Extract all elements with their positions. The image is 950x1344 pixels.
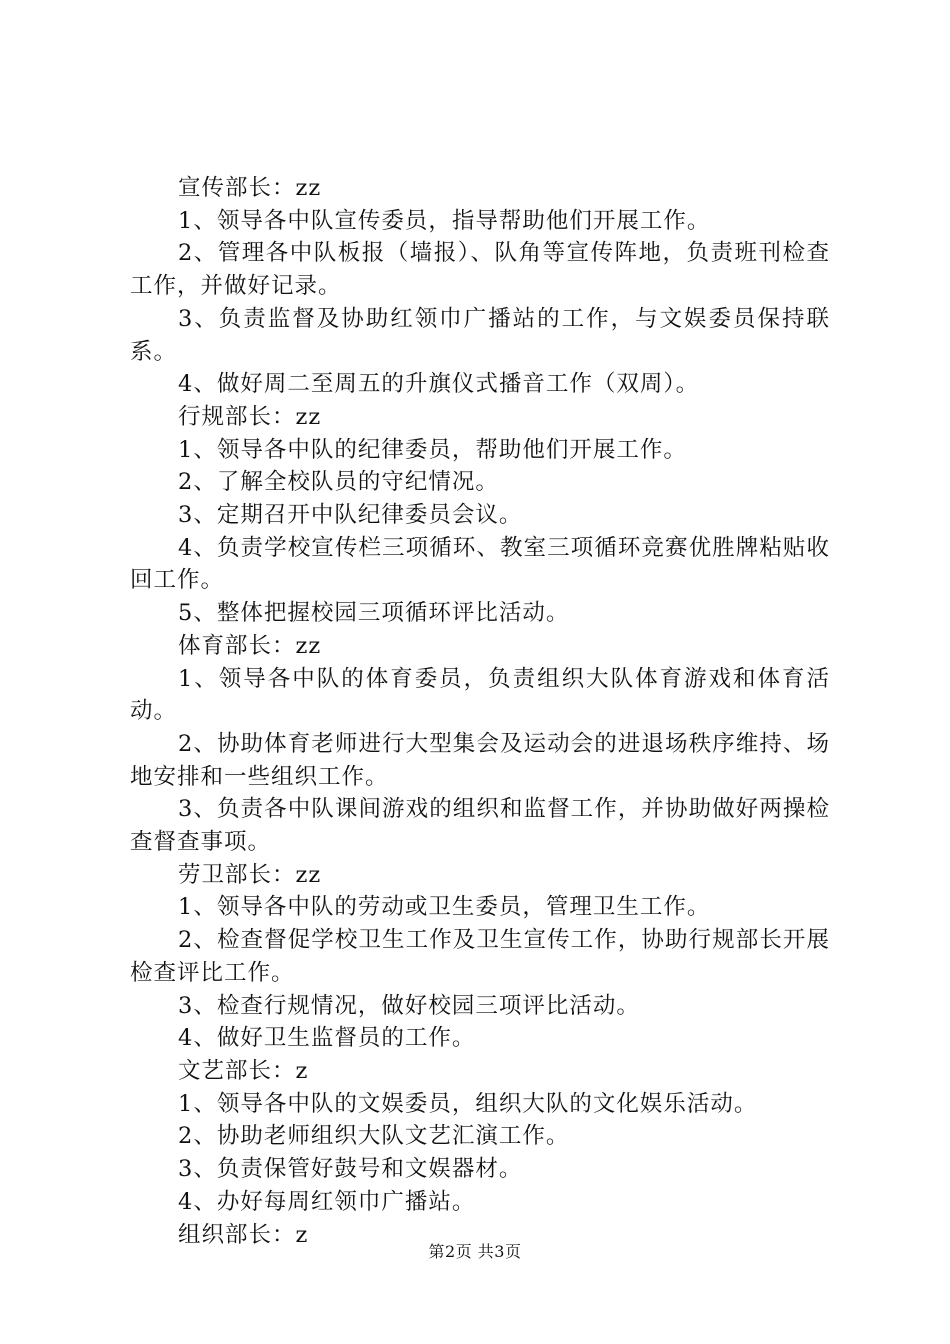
heading-discipline-minister: 行规部长：zz: [178, 403, 322, 430]
paragraph: 3、负责监督及协助红领巾广播站的工作，与文娱委员保持联系。: [130, 305, 830, 365]
page-footer: [0, 1242, 950, 1262]
paragraph: 3、负责保管好鼓号和文娱器材。: [178, 1156, 523, 1183]
paragraph: 2、协助体育老师进行大型集会及运动会的进退场秩序维持、场地安排和一些组织工作。: [130, 730, 830, 790]
paragraph: 3、定期召开中队纪律委员会议。: [178, 502, 523, 529]
paragraph: 2、管理各中队板报（墙报）、队角等宣传阵地，负责班刊检查工作，并做好记录。: [130, 240, 830, 300]
paragraph: 4、做好卫生监督员的工作。: [178, 1025, 476, 1052]
paragraph: 1、领导各中队的文娱委员，组织大队的文化娱乐活动。: [178, 1090, 758, 1117]
page-number: 第2页 共3页: [428, 1242, 522, 1261]
heading-propaganda-minister: 宣传部长：zz: [178, 175, 322, 201]
paragraph: 2、检查督促学校卫生工作及卫生宣传工作，协助行规部长开展检查评比工作。: [130, 927, 830, 986]
heading-labor-hygiene-minister: 劳卫部长：zz: [178, 861, 322, 888]
paragraph: 4、负责学校宣传栏三项循环、教室三项循环竞赛优胜牌粘贴收回工作。: [130, 534, 830, 594]
heading-arts-minister: 文艺部长：z: [178, 1057, 309, 1084]
paragraph: 4、办好每周红领巾广播站。: [178, 1188, 476, 1215]
paragraph: 1、领导各中队的体育委员，负责组织大队体育游戏和体育活动。: [130, 665, 830, 725]
paragraph: 4、做好周二至周五的升旗仪式播音工作（双周）。: [178, 371, 700, 398]
paragraph: 3、负责各中队课间游戏的组织和监督工作，并协助做好两操检查督查事项。: [130, 796, 830, 856]
paragraph: 2、了解全校队员的守纪情况。: [178, 469, 499, 496]
paragraph: 2、协助老师组织大队文艺汇演工作。: [178, 1123, 570, 1150]
paragraph: 1、领导各中队的劳动或卫生委员，管理卫生工作。: [178, 894, 711, 921]
paragraph: 5、整体把握校园三项循环评比活动。: [178, 600, 570, 627]
heading-organization-minister: 组织部长：z: [178, 1221, 309, 1248]
heading-sports-minister: 体育部长：zz: [178, 632, 322, 659]
paragraph: 1、领导各中队宣传委员，指导帮助他们开展工作。: [178, 207, 711, 234]
paragraph: 3、检查行规情况，做好校园三项评比活动。: [178, 992, 640, 1019]
document-body: [130, 172, 830, 1251]
paragraph: 1、领导各中队的纪律委员，帮助他们开展工作。: [178, 436, 687, 463]
